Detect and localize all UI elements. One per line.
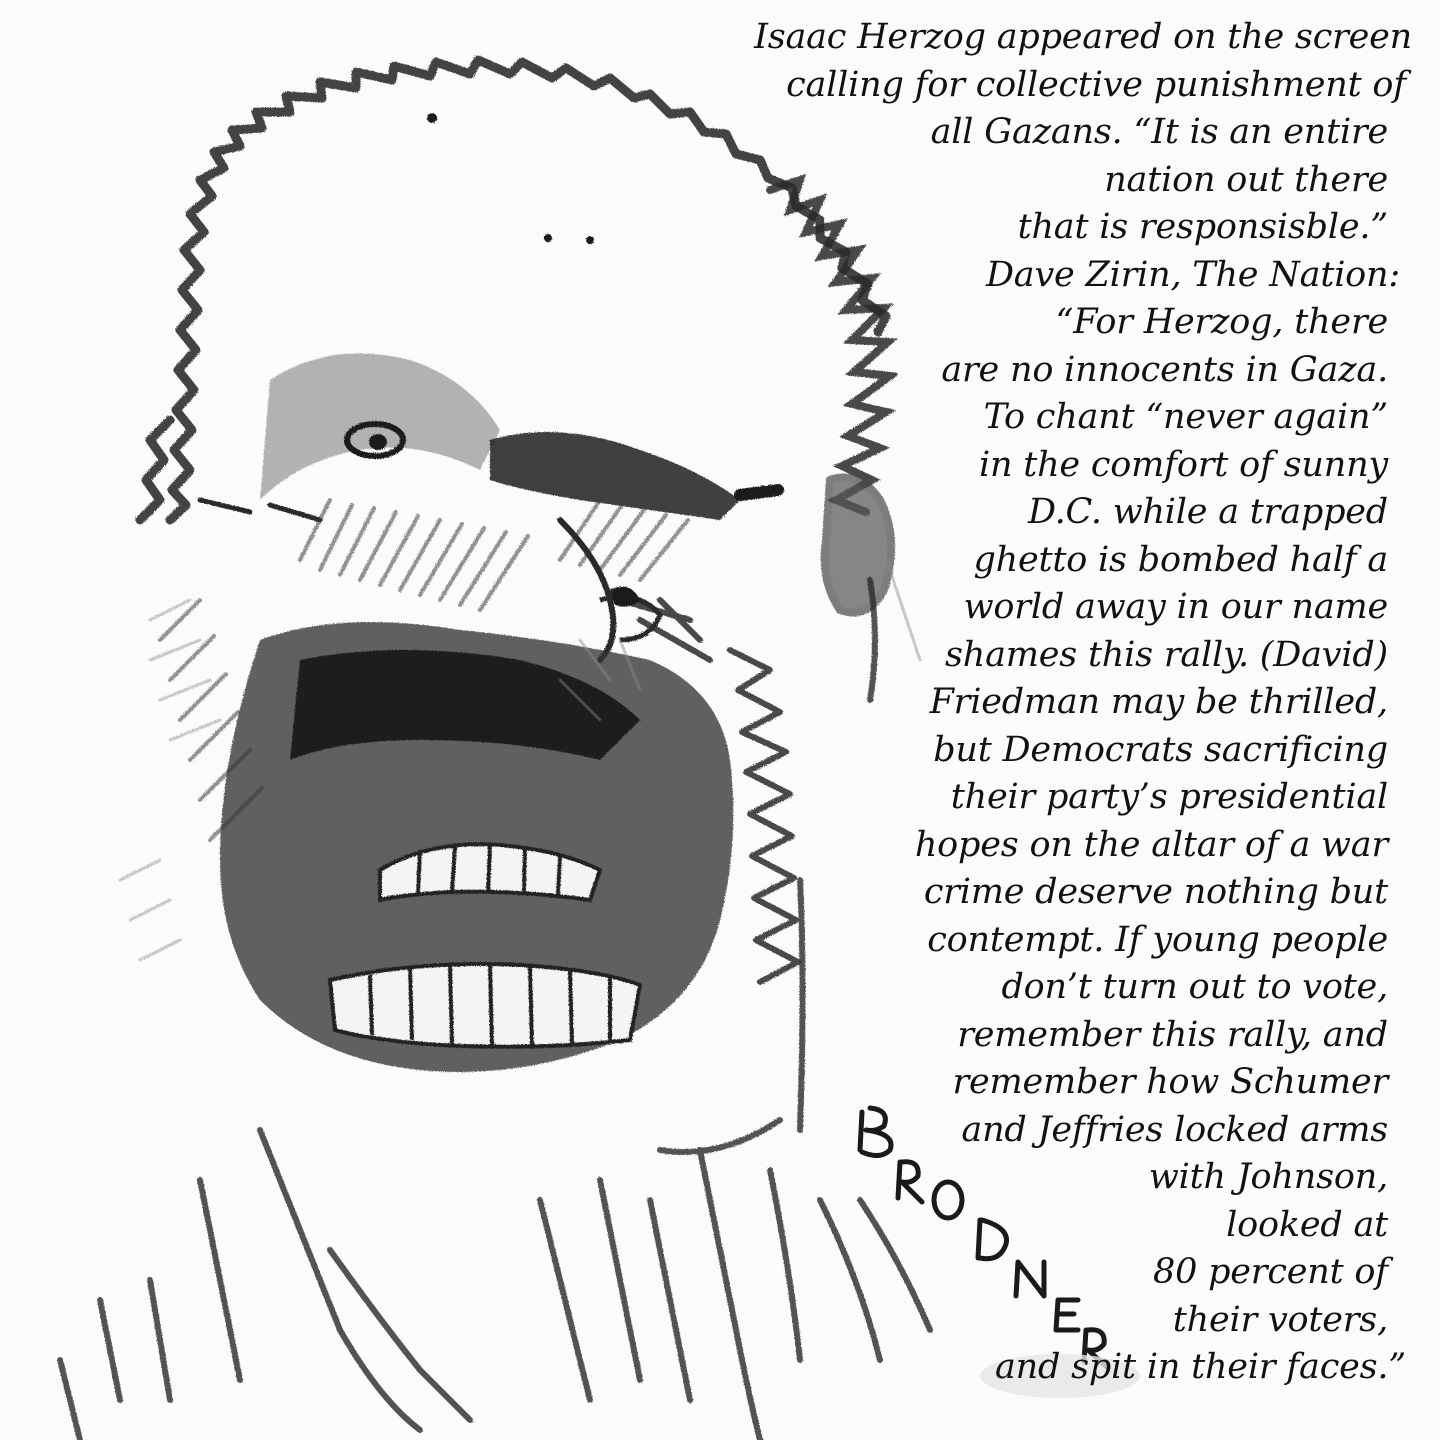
quote-line: and spit in their faces.” <box>994 1347 1406 1387</box>
quote-line: Isaac Herzog appeared on the screen <box>754 17 1412 57</box>
quote-line: nation out there <box>1104 159 1388 200</box>
quote-line: that is responsisble.” <box>1017 207 1388 247</box>
quote-line: calling for collective punishment of <box>786 64 1406 105</box>
quote-line: 80 percent of <box>1153 1252 1388 1292</box>
quote-line: their voters, <box>1172 1299 1388 1340</box>
quote-line: but Democrats sacrificing <box>933 729 1388 770</box>
quote-text-block <box>652 14 1412 1392</box>
quote-line: “For Herzog, there <box>1055 302 1388 342</box>
quote-line: in the comfort of sunny <box>978 444 1388 485</box>
quote-line: crime deserve nothing but <box>923 872 1388 912</box>
quote-line: all Gazans. “It is an entire <box>930 112 1388 152</box>
quote-line: shames this rally. (David) <box>944 634 1388 675</box>
lower-teeth <box>330 964 640 1047</box>
quote-line: Dave Zirin, The Nation: <box>985 254 1400 295</box>
quote-line: contempt. If young people <box>927 919 1388 960</box>
quote-line: don’t turn out to vote, <box>1001 967 1388 1007</box>
quote-line: hopes on the altar of a war <box>914 824 1388 865</box>
quote-line: ghetto is bombed half a <box>973 539 1388 580</box>
quote-line: D.C. while a trapped <box>1027 492 1388 532</box>
quote-line: are no innocents in Gaza. <box>941 349 1388 390</box>
quote-line: and Jeffries locked arms <box>961 1109 1388 1150</box>
quote-line: Friedman may be thrilled, <box>929 682 1388 722</box>
quote-line: To chant “never again” <box>983 397 1388 437</box>
quote-line: their party’s presidential <box>950 777 1388 817</box>
quote-line: remember this rally, and <box>957 1014 1388 1055</box>
quote-line: with Johnson, <box>1148 1157 1388 1197</box>
quote-line: remember how Schumer <box>952 1062 1388 1102</box>
quote-line: looked at <box>1226 1204 1388 1245</box>
quote-line: world away in our name <box>963 587 1388 627</box>
